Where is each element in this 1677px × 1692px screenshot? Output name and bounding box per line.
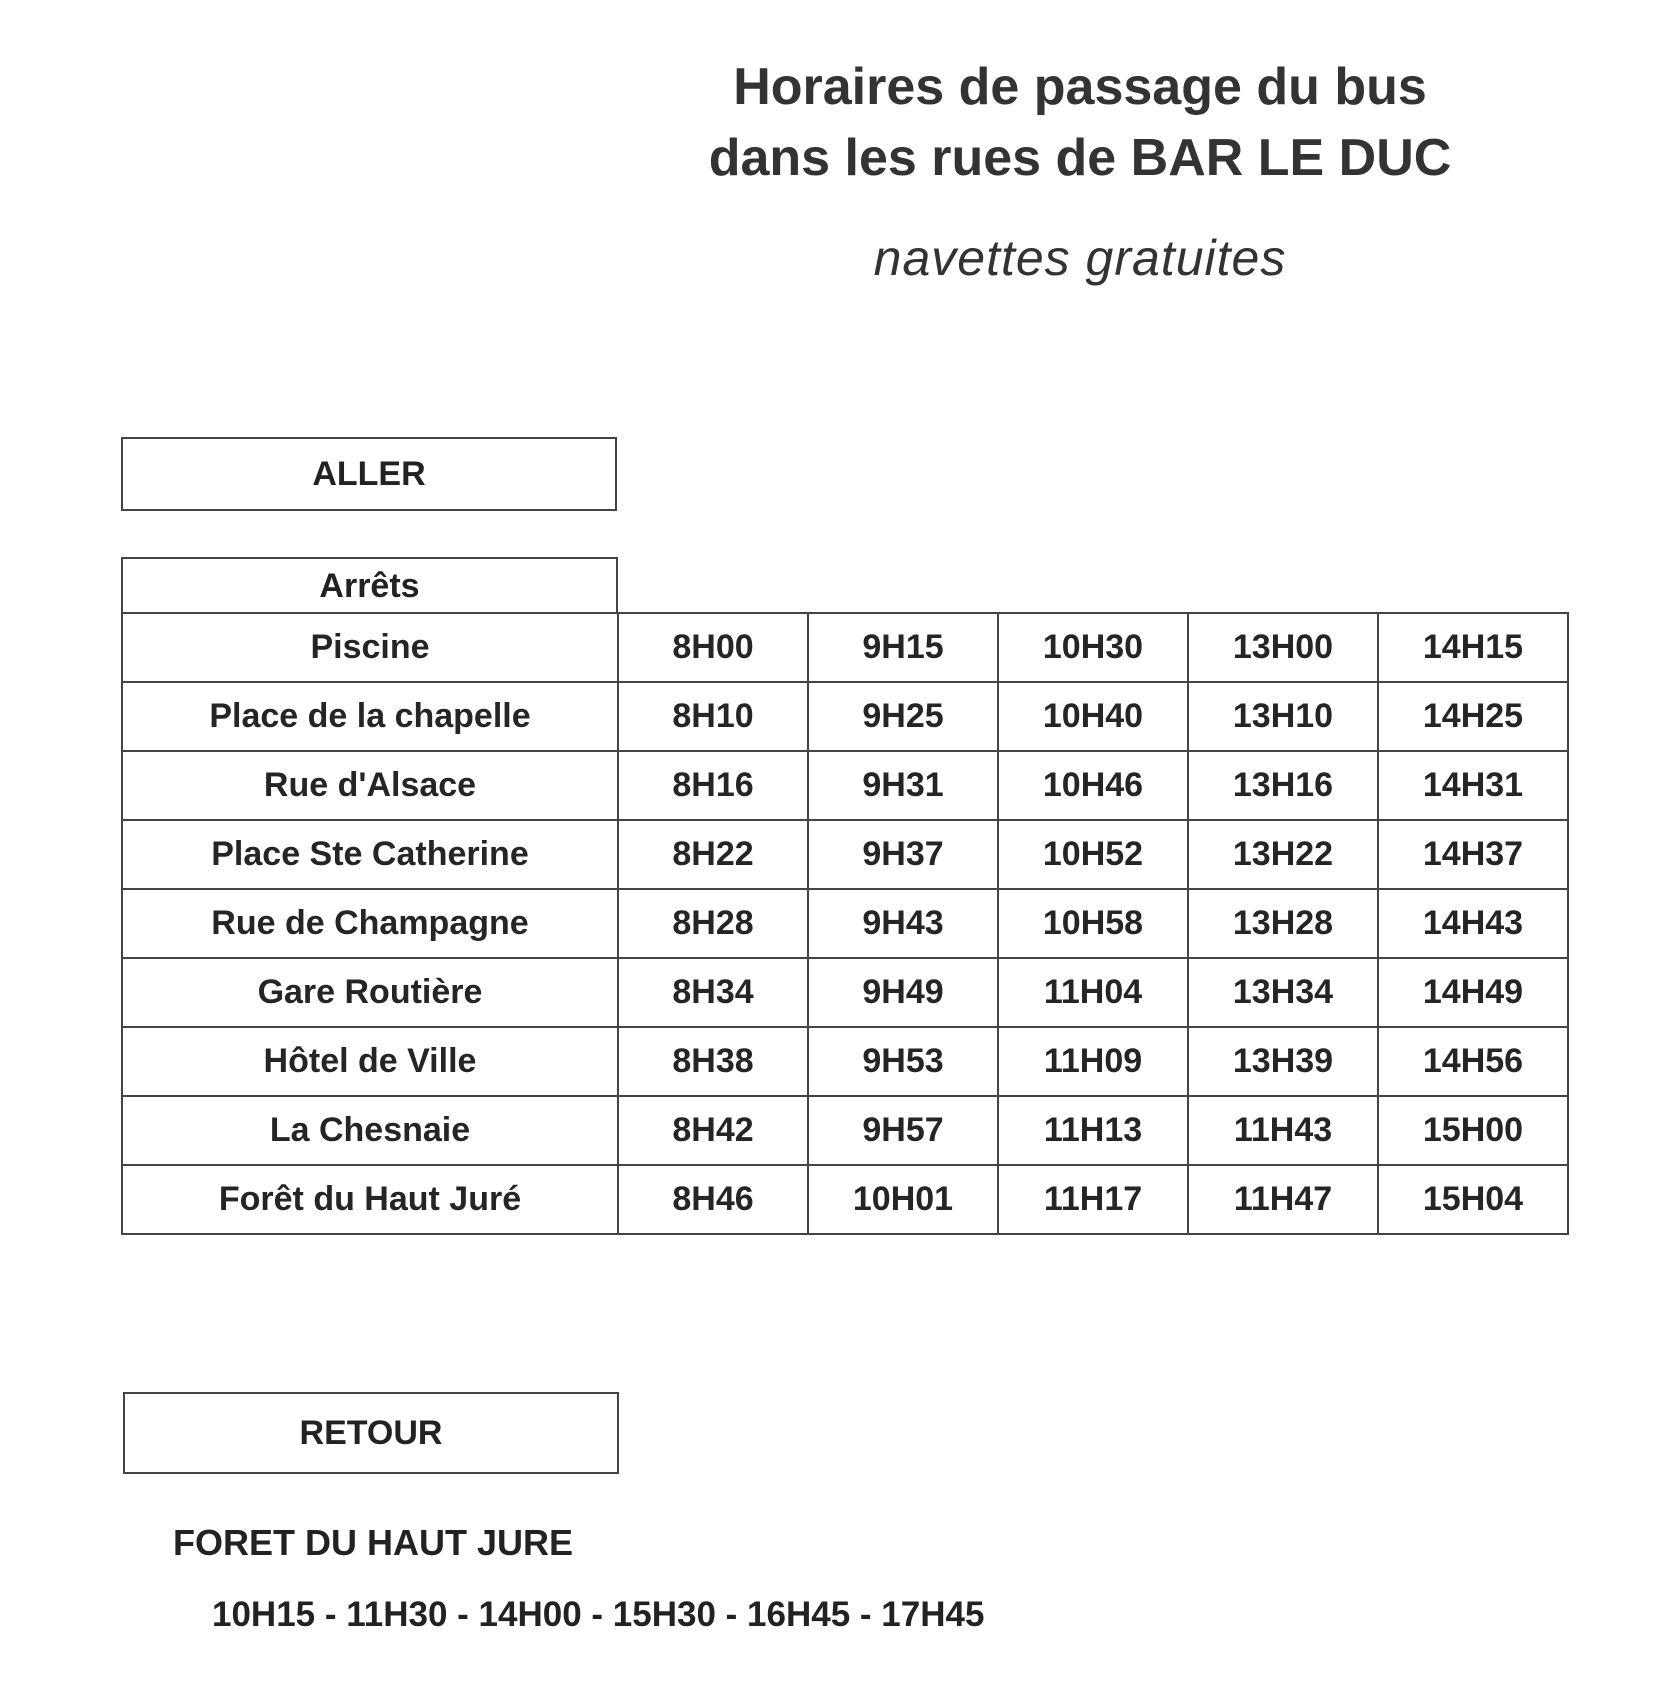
- time-cell: 8H42: [618, 1096, 808, 1165]
- aller-schedule-table: [121, 612, 1569, 1235]
- time-cell: 8H10: [618, 682, 808, 751]
- time-cell: 9H53: [808, 1027, 998, 1096]
- time-cell: 9H37: [808, 820, 998, 889]
- time-cell: 11H13: [998, 1096, 1188, 1165]
- time-cell: 13H00: [1188, 613, 1378, 682]
- page-subtitle: navettes gratuites: [873, 230, 1287, 286]
- time-cell: 14H25: [1378, 682, 1568, 751]
- time-cell: 10H30: [998, 613, 1188, 682]
- time-cell: 11H47: [1188, 1165, 1378, 1234]
- stop-name-cell: Gare Routière: [122, 958, 618, 1027]
- time-cell: 8H00: [618, 613, 808, 682]
- time-cell: 13H16: [1188, 751, 1378, 820]
- table-row: [122, 889, 1568, 958]
- time-cell: 9H49: [808, 958, 998, 1027]
- retour-section-label: RETOUR: [123, 1392, 619, 1474]
- time-cell: 14H37: [1378, 820, 1568, 889]
- time-cell: 9H15: [808, 613, 998, 682]
- table-row: [122, 1165, 1568, 1234]
- table-row: [122, 613, 1568, 682]
- retour-stop-name: FORET DU HAUT JURE: [173, 1522, 574, 1563]
- stop-name-cell: Hôtel de Ville: [122, 1027, 618, 1096]
- table-row: [122, 751, 1568, 820]
- aller-schedule-body: [122, 613, 1568, 1234]
- time-cell: 10H58: [998, 889, 1188, 958]
- time-cell: 13H22: [1188, 820, 1378, 889]
- time-cell: 9H43: [808, 889, 998, 958]
- aller-section-label: ALLER: [121, 437, 617, 511]
- time-cell: 9H25: [808, 682, 998, 751]
- time-cell: 10H52: [998, 820, 1188, 889]
- time-cell: 14H43: [1378, 889, 1568, 958]
- time-cell: 9H57: [808, 1096, 998, 1165]
- time-cell: 11H43: [1188, 1096, 1378, 1165]
- time-cell: 11H04: [998, 958, 1188, 1027]
- time-cell: 13H28: [1188, 889, 1378, 958]
- stop-name-cell: Rue d'Alsace: [122, 751, 618, 820]
- time-cell: 14H56: [1378, 1027, 1568, 1096]
- time-cell: 15H04: [1378, 1165, 1568, 1234]
- time-cell: 14H15: [1378, 613, 1568, 682]
- table-row: [122, 1027, 1568, 1096]
- time-cell: 8H22: [618, 820, 808, 889]
- stop-name-cell: Piscine: [122, 613, 618, 682]
- time-cell: 11H17: [998, 1165, 1188, 1234]
- time-cell: 13H10: [1188, 682, 1378, 751]
- page-title-line-2: dans les rues de BAR LE DUC: [708, 129, 1452, 187]
- time-cell: 8H46: [618, 1165, 808, 1234]
- page-title-line-1: Horaires de passage du bus: [733, 58, 1427, 116]
- arrets-column-header: Arrêts: [121, 557, 618, 614]
- time-cell: 14H49: [1378, 958, 1568, 1027]
- time-cell: 13H34: [1188, 958, 1378, 1027]
- table-row: [122, 820, 1568, 889]
- time-cell: 13H39: [1188, 1027, 1378, 1096]
- time-cell: 11H09: [998, 1027, 1188, 1096]
- time-cell: 10H40: [998, 682, 1188, 751]
- time-cell: 8H28: [618, 889, 808, 958]
- time-cell: 14H31: [1378, 751, 1568, 820]
- time-cell: 8H16: [618, 751, 808, 820]
- table-row: [122, 958, 1568, 1027]
- time-cell: 10H46: [998, 751, 1188, 820]
- stop-name-cell: Place de la chapelle: [122, 682, 618, 751]
- stop-name-cell: La Chesnaie: [122, 1096, 618, 1165]
- stop-name-cell: Place Ste Catherine: [122, 820, 618, 889]
- stop-name-cell: Forêt du Haut Juré: [122, 1165, 618, 1234]
- stop-name-cell: Rue de Champagne: [122, 889, 618, 958]
- retour-departure-times: 10H15 - 11H30 - 14H00 - 15H30 - 16H45 - 17H45: [212, 1595, 985, 1634]
- table-row: [122, 1096, 1568, 1165]
- time-cell: 8H38: [618, 1027, 808, 1096]
- table-row: [122, 682, 1568, 751]
- time-cell: 10H01: [808, 1165, 998, 1234]
- time-cell: 9H31: [808, 751, 998, 820]
- time-cell: 15H00: [1378, 1096, 1568, 1165]
- time-cell: 8H34: [618, 958, 808, 1027]
